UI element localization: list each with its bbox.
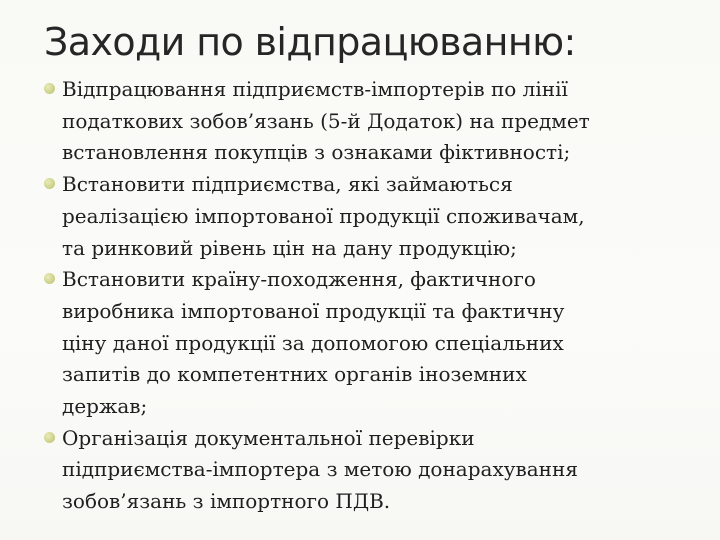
bullet-dot-icon (44, 83, 55, 94)
bullet-dot-icon (44, 178, 55, 189)
bullet-line: підприємства-імпортера з метою донарахування (62, 457, 578, 482)
bullet-line: податкових зобов’язань (5-й Додаток) на предмет (62, 108, 590, 133)
slide-title: Заходи по відпрацюванню: (44, 20, 576, 64)
bullet-line: Відпрацювання підприємств-імпортерів по лінії (62, 77, 568, 101)
bullet-item (44, 169, 704, 264)
bullet-line: запитів до компетентних органів іноземних (62, 362, 527, 387)
bullet-dot-icon (44, 273, 55, 284)
bullet-item (44, 423, 704, 518)
bullet-line: та ринковий рівень цін на дану продукцію; (62, 235, 517, 260)
bullet-line: реалізацією імпортованої продукції споживачам, (62, 203, 585, 228)
bullet-line: Встановити підприємства, які займаються (62, 172, 513, 197)
bullet-item (44, 264, 704, 423)
bullet-line: держав; (62, 394, 148, 419)
bullet-line: виробника імпортованої продукції та фактичну (62, 298, 565, 323)
bullet-line: Встановити країну-походження, фактичного (62, 267, 536, 292)
bullet-item (44, 74, 704, 169)
bullet-line: встановлення покупців з ознаками фіктивності; (62, 140, 571, 165)
bullet-line: ціну даної продукції за допомогою спеціальних (62, 330, 564, 355)
bullet-list (44, 74, 704, 518)
bullet-line: Організація документальної перевірки (62, 425, 475, 450)
bullet-dot-icon (44, 432, 55, 443)
bullet-line: зобов’язань з імпортного ПДВ. (62, 489, 391, 514)
